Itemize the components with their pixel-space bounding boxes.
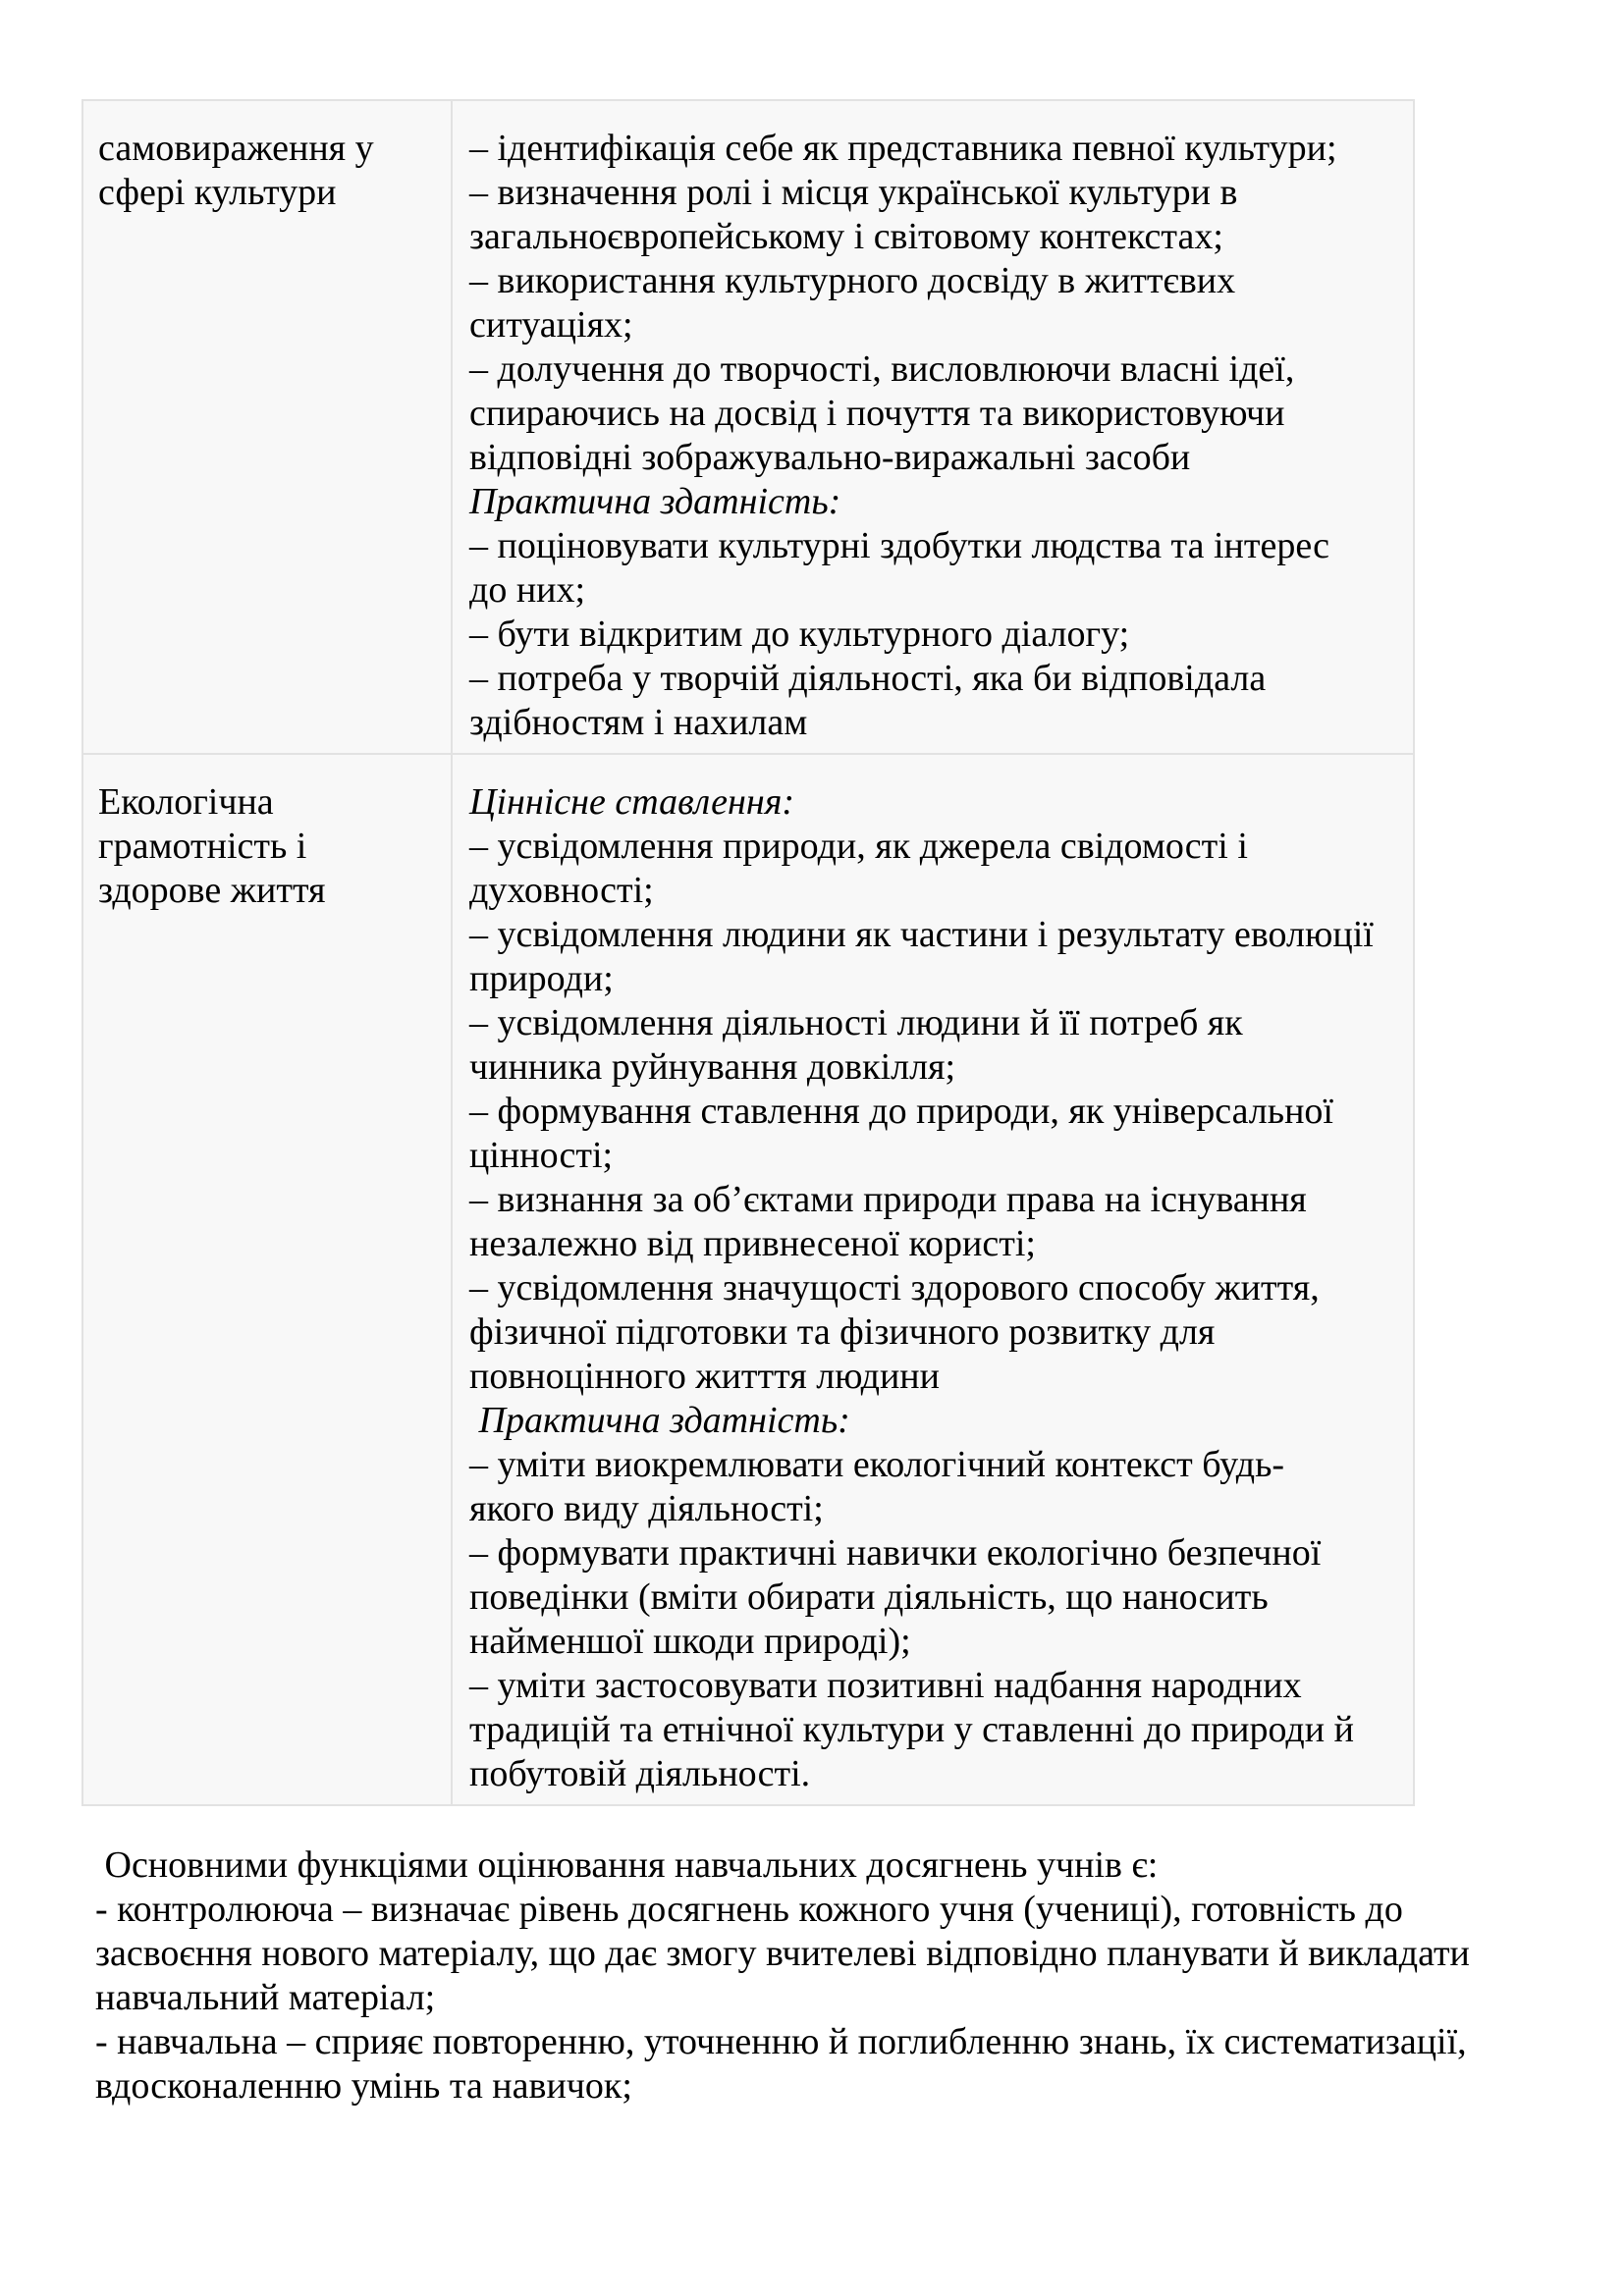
text-line: – ідентифікація себе як представника певної культури; [469, 128, 1337, 169]
text-line: ситуаціях; [469, 304, 633, 346]
competence-detail-cell [452, 100, 1414, 754]
text-line: самовираження у [98, 128, 374, 169]
text-line: – формувати практичні навички екологічно безпечної [469, 1532, 1322, 1574]
competences-table-body [82, 100, 1414, 1805]
text-line: засвоєння нового матеріалу, що дає змогу вчителеві відповідно планувати й викладати [95, 1933, 1470, 1974]
text-line: здібностям і нахилам [469, 702, 808, 743]
competence-detail-cell [452, 754, 1414, 1805]
text-line: – визначення ролі і місця української культури в [469, 172, 1238, 213]
text-line: повноцінного житття людини [469, 1356, 940, 1397]
text-line: цінності; [469, 1135, 614, 1176]
text-line: незалежно від привнесеної користі; [469, 1223, 1036, 1264]
text-line: – потреба у творчій діяльності, яка би відповідала [469, 658, 1267, 699]
assessment-functions-paragraph [95, 1843, 1607, 2109]
text-line: спираючись на досвід і почуття та використовуючи [469, 393, 1285, 434]
text-line: – уміти виокремлювати екологічний контекст будь- [469, 1444, 1285, 1485]
text-line: – усвідомлення людини як частини і результату еволюції [469, 914, 1374, 955]
text-line: традицій та етнічної культури у ставленні до природи й [469, 1709, 1354, 1750]
text-line: навчальний матеріал; [95, 1977, 436, 2018]
competences-table [81, 99, 1415, 1806]
table-row-culture-self-expression [82, 100, 1414, 754]
text-line: Практична здатність: [469, 481, 841, 522]
competence-name-cell [82, 100, 452, 754]
text-line: природи; [469, 958, 614, 999]
text-line: – формування ставлення до природи, як універсальної [469, 1091, 1333, 1132]
text-line: Ціннісне ставлення: [469, 781, 795, 823]
text-line: якого виду діяльності; [469, 1488, 824, 1529]
text-line: вдосконаленню умінь та навичок; [95, 2065, 632, 2107]
text-line: здорове життя [98, 870, 326, 911]
table-row-ecological-literacy [82, 754, 1414, 1805]
text-line: – бути відкритим до культурного діалогу; [469, 614, 1130, 655]
text-line: - навчальна – сприяє повторенню, уточненню й поглибленню знань, їх систематизації, [95, 2021, 1467, 2062]
text-line: Екологічна [98, 781, 274, 823]
text-line: чинника руйнування довкілля; [469, 1046, 956, 1088]
text-line: – визнання за об’єктами природи права на існування [469, 1179, 1307, 1220]
text-line: – долучення до творчості, висловлюючи власні ідеї, [469, 348, 1295, 390]
text-line: сфері культури [98, 172, 337, 213]
text-line: побутовій діяльності. [469, 1753, 811, 1794]
text-line: загальноєвропейському і світовому контекстах; [469, 216, 1223, 257]
text-line: – поціновувати культурні здобутки людства та інтерес [469, 525, 1330, 566]
text-line: - контролююча – визначає рівень досягнень кожного учня (учениці), готовність до [95, 1889, 1403, 1930]
text-line: Практична здатність: [469, 1400, 850, 1441]
text-line: духовності; [469, 870, 654, 911]
text-line: фізичної підготовки та фізичного розвитку для [469, 1311, 1216, 1353]
text-line: до них; [469, 569, 586, 611]
text-line: – уміти застосовувати позитивні надбання народних [469, 1665, 1302, 1706]
text-line: – використання культурного досвіду в життєвих [469, 260, 1236, 301]
text-line: найменшої шкоди природі); [469, 1621, 911, 1662]
competence-name-cell [82, 754, 452, 1805]
text-line: відповідні зображувально-виражальні засоби [469, 437, 1191, 478]
text-line: грамотність і [98, 826, 307, 867]
text-line: Основними функціями оцінювання навчальних досягнень учнів є: [95, 1844, 1159, 1886]
text-line: – усвідомлення природи, як джерела свідомості і [469, 826, 1248, 867]
text-line: – усвідомлення діяльності людини й її потреб як [469, 1002, 1243, 1043]
text-line: – усвідомлення значущості здорового способу життя, [469, 1267, 1320, 1308]
text-line: поведінки (вміти обирати діяльність, що наносить [469, 1576, 1269, 1618]
